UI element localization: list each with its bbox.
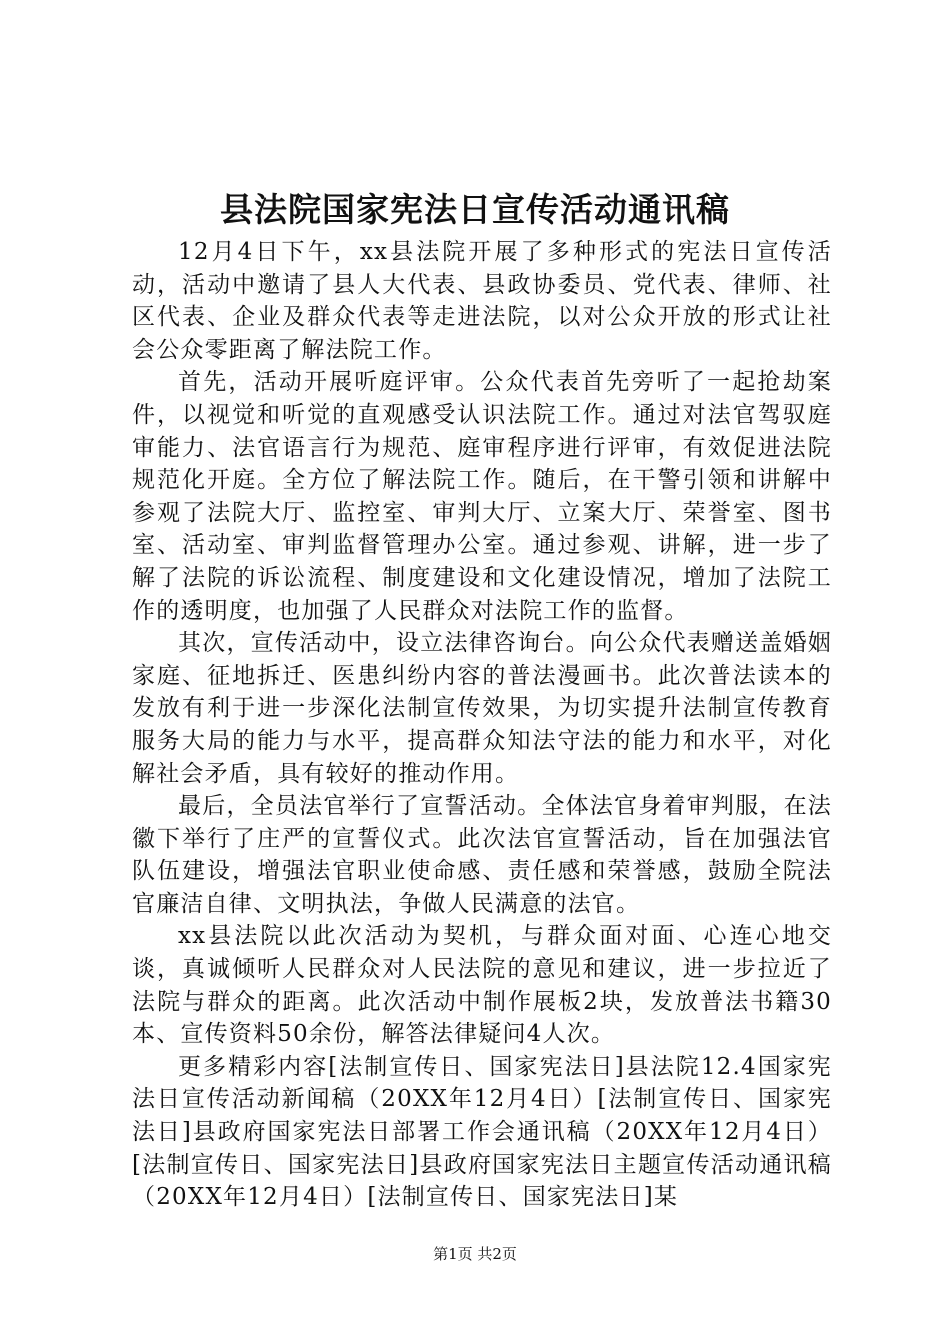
document-body [132,236,832,1214]
paragraph-summary: xx县法院以此次活动为契机，与群众面对面、心连心地交谈，真诚倾听人民群众对人民法院的意见和建议，进一步拉近了法院与群众的距离。此次活动中制作展板2块，发放普法书籍30本、宣传资料50余份，解答法律疑问4人次。 [132,923,832,1048]
paragraph-last: 最后，全员法官举行了宣誓活动。全体法官身着审判服，在法徽下举行了庄严的宣誓仪式。此次法官宣誓活动，旨在加强法官队伍建设，增强法官职业使命感、责任感和荣誉感，鼓励全院法官廉洁自律、文明执法，争做人民满意的法官。 [132,793,832,917]
paragraph-second: 其次，宣传活动中，设立法律咨询台。向公众代表赠送盖婚姻家庭、征地拆迁、医患纠纷内容的普法漫画书。此次普法读本的发放有利于进一步深化法制宣传效果，为切实提升法制宣传教育服务大局的能力与水平，提高群众知法守法的能力和水平，对化解社会矛盾，具有较好的推动作用。 [132,630,832,787]
paragraph-more-content: 更多精彩内容[法制宣传日、国家宪法日]县法院12.4国家宪法日宣传活动新闻稿（20XX年12月4日）[法制宣传日、国家宪法日]县政府国家宪法日部署工作会通讯稿（20XX年12月4日）[法制宣传日、国家宪法日]县政府国家宪法日主题宣传活动通讯稿（20XX年12月4日）[法制宣传日、国家宪法日]某 [132,1053,832,1211]
paragraph-intro: 12月4日下午，xx县法院开展了多种形式的宪法日宣传活动，活动中邀请了县人大代表、县政协委员、党代表、律师、社区代表、企业及群众代表等走进法院，以对公众开放的形式让社会公众零距离了解法院工作。 [132,239,832,363]
document-title: 县法院国家宪法日宣传活动通讯稿 [220,190,730,229]
page-number-footer: 第1页 共2页 [433,1245,517,1263]
paragraph-first: 首先，活动开展听庭评审。公众代表首先旁听了一起抢劫案件，以视觉和听觉的直观感受认识法院工作。通过对法官驾驭庭审能力、法官语言行为规范、庭审程序进行评审，有效促进法院规范化开庭。全方位了解法院工作。随后，在干警引领和讲解中参观了法院大厅、监控室、审判大厅、立案大厅、荣誉室、图书室、活动室、审判监督管理办公室。通过参观、讲解，进一步了解了法院的诉讼流程、制度建设和文化建设情况，增加了法院工作的透明度，也加强了人民群众对法院工作的监督。 [132,369,832,624]
